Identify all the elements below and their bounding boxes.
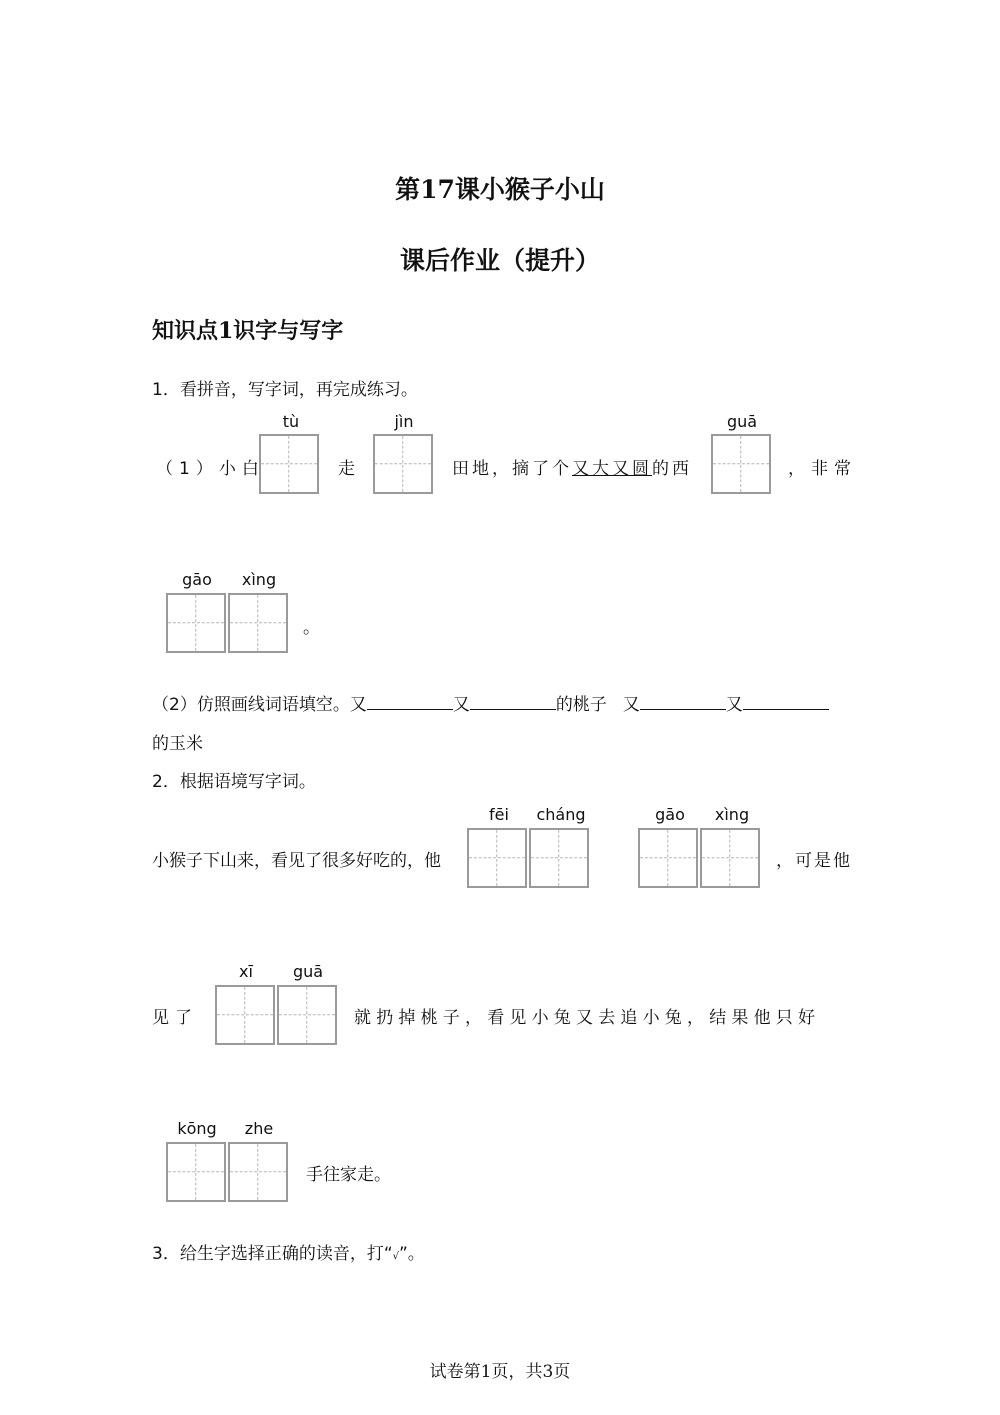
text-de-xi: 的西	[652, 459, 692, 479]
word-taozi: 的桃子	[555, 695, 607, 715]
fill-blank-4[interactable]	[743, 694, 829, 710]
q3-prompt-text: 3．给生字选择正确的读音，打“	[152, 1244, 393, 1264]
q1-part1-label: （1）小白	[156, 459, 265, 479]
underlined-phrase: 又大又圆	[572, 459, 652, 479]
text-tiandi: 田地，摘了个	[452, 459, 572, 479]
page-title: 第17课小猴子小山	[395, 175, 605, 204]
pinyin-chang: cháng	[536, 805, 586, 824]
end-period: 。	[303, 618, 320, 638]
q2-line1-end: ，可是他	[776, 851, 852, 871]
check-mark: √	[392, 1251, 399, 1262]
word-you-3: 又	[622, 695, 640, 715]
writing-box-jin[interactable]	[373, 434, 433, 494]
page-subtitle: 课后作业（提升）	[399, 246, 600, 275]
fill-blank-1[interactable]	[367, 694, 453, 710]
pinyin-tu: tù	[282, 412, 300, 431]
question-3-prompt	[152, 1239, 425, 1264]
writing-box-tu[interactable]	[259, 434, 319, 494]
writing-box-gao[interactable]	[166, 593, 226, 653]
page-footer: 试卷第1页，共3页	[429, 1362, 571, 1382]
writing-box-gua[interactable]	[711, 434, 771, 494]
q2-line2-text: 就扔掉桃子，看见小兔又去追小兔，结果他只好	[354, 1008, 821, 1028]
word-you-4: 又	[725, 695, 743, 715]
fill-blank-3[interactable]	[640, 694, 726, 710]
q3-prompt-end: ”。	[399, 1244, 425, 1264]
writing-box-chang[interactable]	[529, 828, 589, 888]
fill-blank-2[interactable]	[470, 694, 556, 710]
word-yumi: 的玉米	[152, 734, 203, 754]
pinyin-xing-2: xìng	[714, 805, 750, 824]
writing-box-xi[interactable]	[215, 985, 275, 1045]
q1-part1-sentence	[452, 454, 692, 479]
q2-line2-start: 见了	[152, 1008, 198, 1028]
pinyin-gua: guā	[726, 412, 758, 431]
pinyin-fei: fēi	[489, 805, 509, 824]
pinyin-gao: gāo	[182, 570, 212, 589]
pinyin-jin: jìn	[394, 412, 414, 431]
pinyin-xing: xìng	[241, 570, 277, 589]
word-you-1: 又	[349, 695, 367, 715]
question-1-prompt: 1．看拼音，写字词，再完成练习。	[152, 380, 418, 400]
pinyin-zhe: zhe	[244, 1119, 274, 1138]
writing-box-gao-2[interactable]	[638, 828, 698, 888]
q1-part2-label: （2）仿照画线词语填空。	[152, 695, 350, 715]
pinyin-xi: xī	[239, 962, 253, 981]
q1-part2-line	[152, 690, 829, 715]
text-feichang: ，非常	[788, 459, 857, 479]
writing-box-xing-2[interactable]	[700, 828, 760, 888]
text-zou: 走	[338, 459, 355, 479]
question-2-prompt: 2．根据语境写字词。	[152, 772, 316, 792]
pinyin-gao-2: gāo	[655, 805, 685, 824]
q2-line1-text: 小猴子下山来，看见了很多好吃的，他	[152, 851, 441, 871]
writing-box-zhe[interactable]	[228, 1142, 288, 1202]
pinyin-gua-2: guā	[292, 962, 324, 981]
word-you-2: 又	[452, 695, 470, 715]
writing-box-fei[interactable]	[467, 828, 527, 888]
q2-line3-text: 手往家走。	[306, 1165, 391, 1185]
writing-box-kong[interactable]	[166, 1142, 226, 1202]
section-heading: 知识点1识字与写字	[152, 318, 344, 344]
pinyin-kong: kōng	[177, 1119, 217, 1138]
writing-box-gua-2[interactable]	[277, 985, 337, 1045]
writing-box-xing[interactable]	[228, 593, 288, 653]
